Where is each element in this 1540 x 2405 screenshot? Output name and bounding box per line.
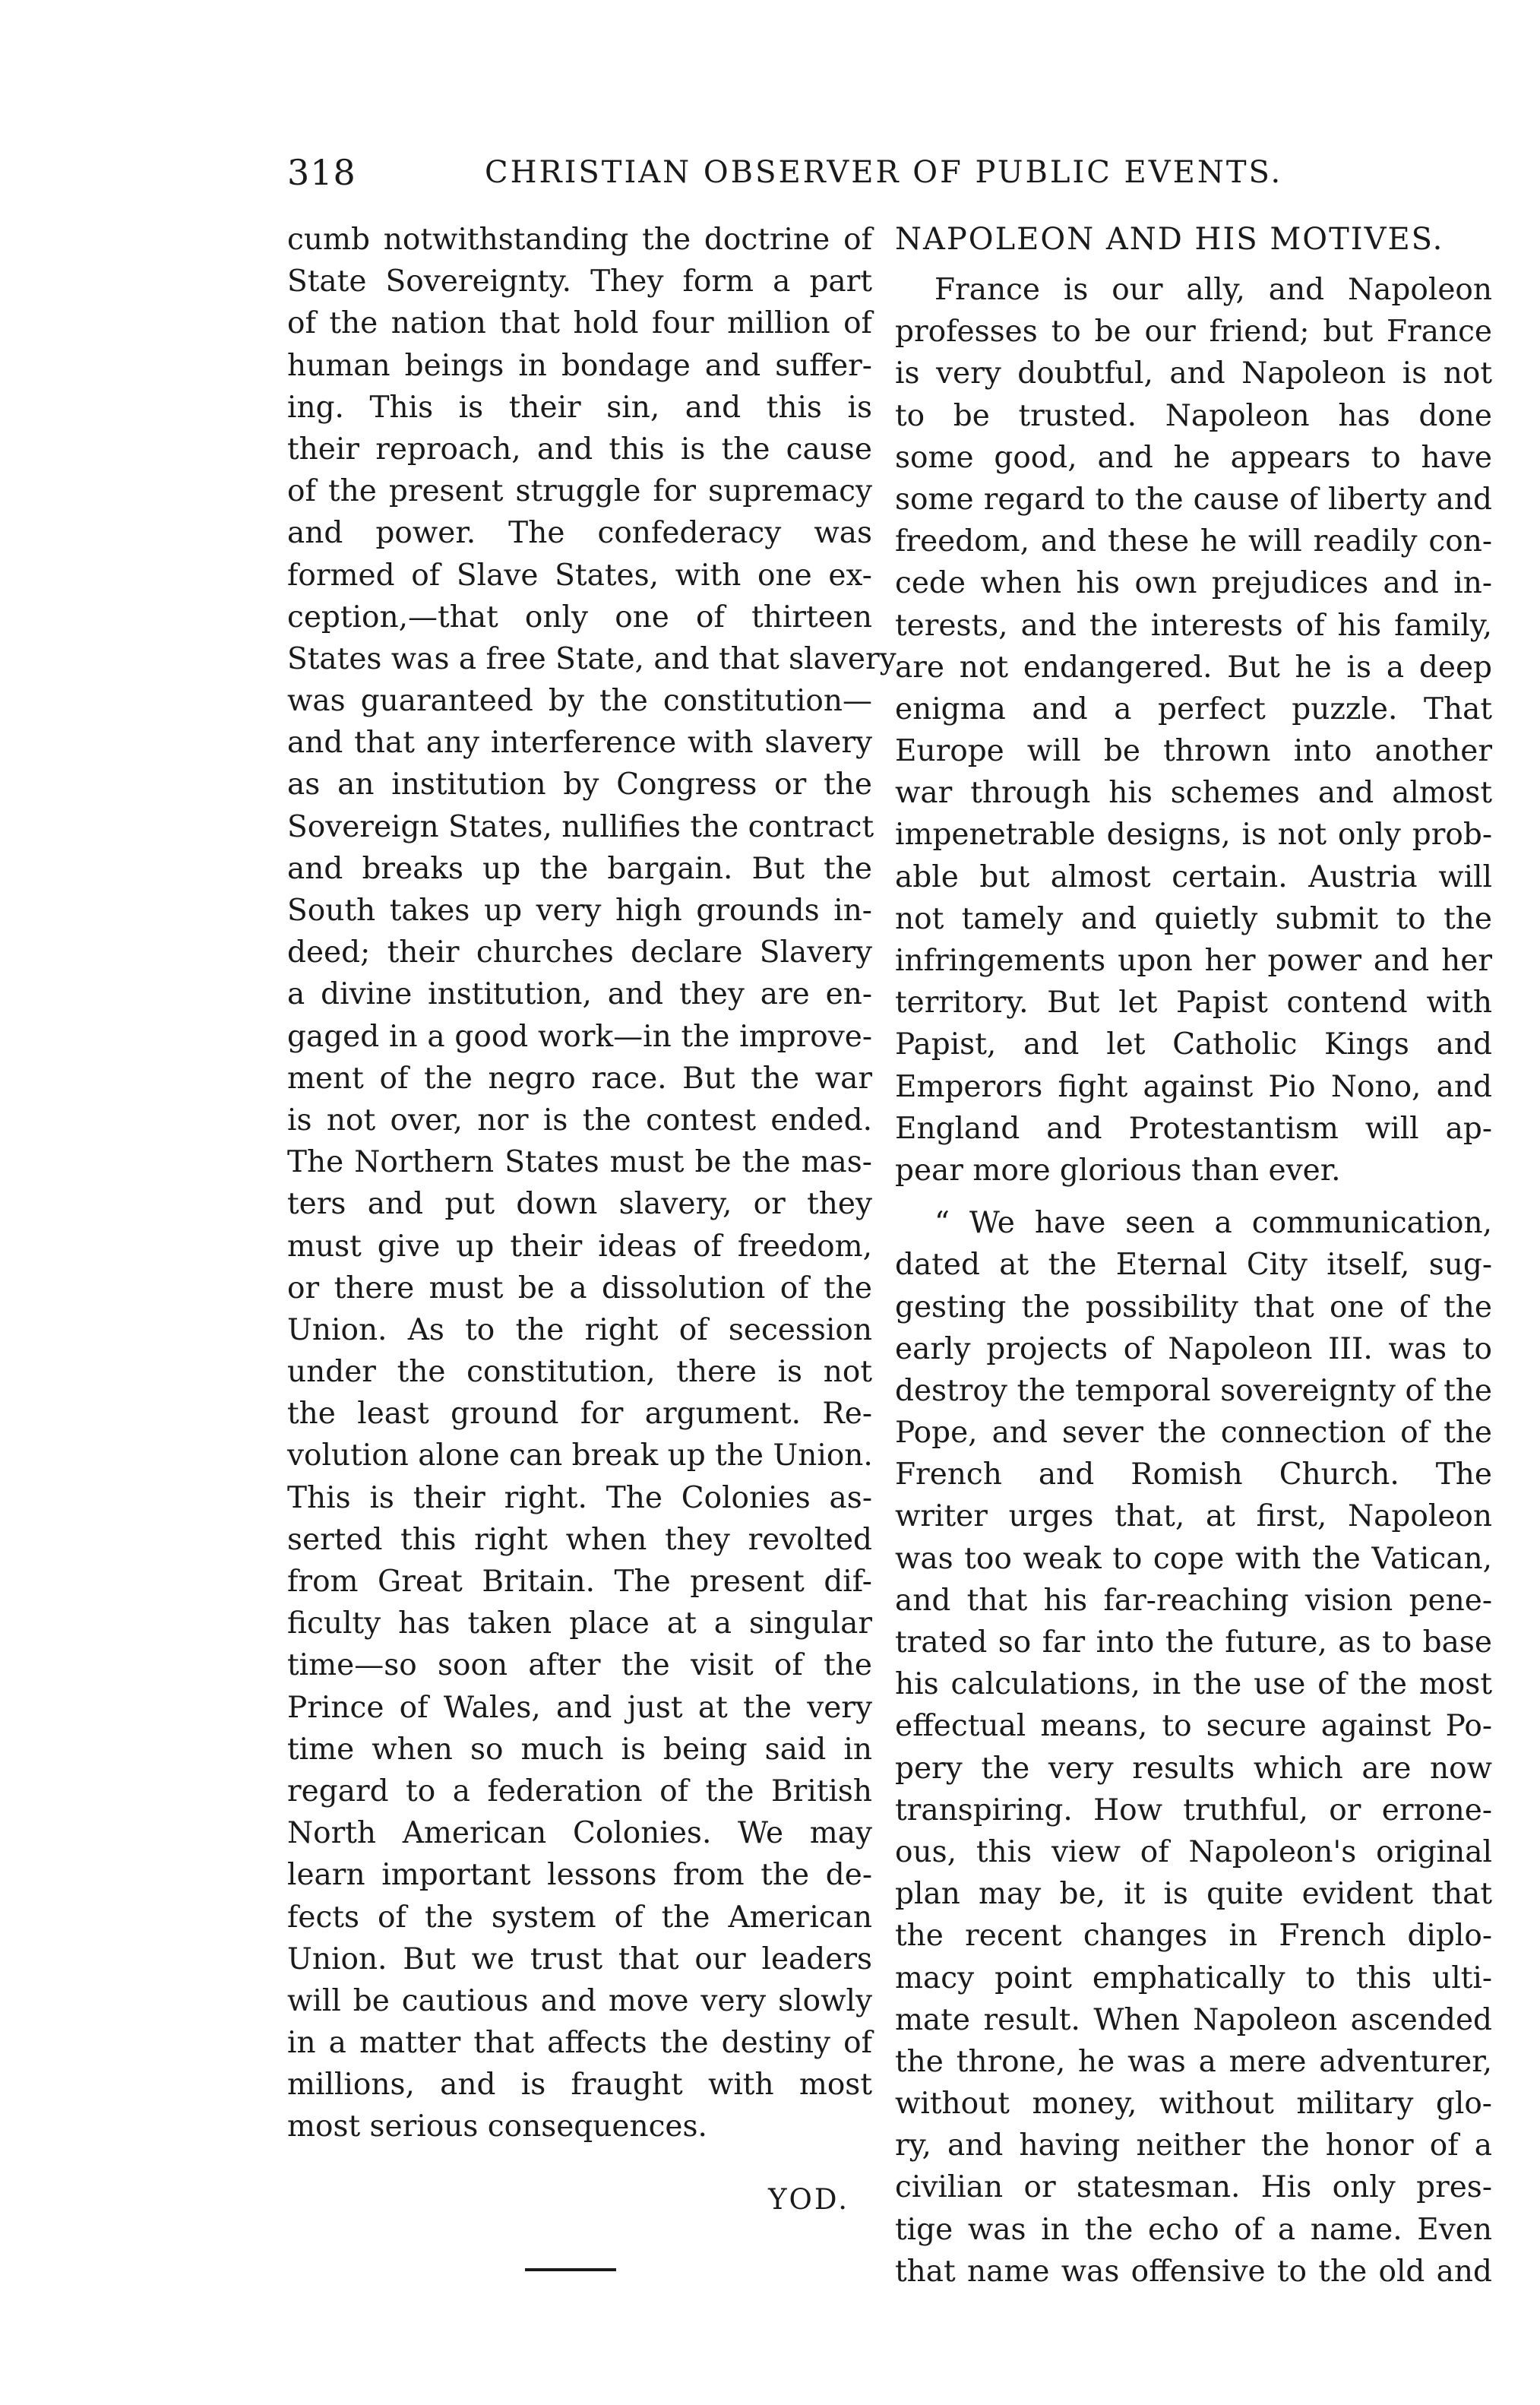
text-line: not tamely and quietly submit to the — [895, 901, 1492, 936]
text-line: was too weak to cope with the Vatican, — [895, 1541, 1492, 1576]
text-line: the least ground for argument. Re- — [287, 1397, 872, 1432]
text-line: ing. This is their sin, and this is — [287, 390, 872, 425]
text-line: the throne, he was a mere adventurer, — [895, 2044, 1492, 2079]
text-line: Pope, and sever the connection of the — [895, 1416, 1492, 1451]
text-line: terests, and the interests of his family, — [895, 608, 1492, 643]
text-line: ficulty has taken place at a singular — [287, 1606, 872, 1641]
text-line: cede when his own prejudices and in- — [895, 566, 1492, 601]
text-line: his calculations, in the use of the most — [895, 1667, 1492, 1702]
text-line: will be cautious and move very slowly — [287, 1983, 872, 2018]
text-line: formed of Slave States, with one ex- — [287, 558, 872, 593]
text-line: a divine institution, and they are en- — [287, 977, 872, 1012]
text-line: South takes up very high grounds in- — [287, 894, 872, 928]
text-line: serted this right when they revolted — [287, 1522, 872, 1557]
text-line: volution alone can break up the Union. — [287, 1438, 873, 1473]
text-line: time when so much is being said in — [287, 1732, 872, 1767]
text-line: ry, and having neither the honor of a — [895, 2128, 1492, 2163]
text-line: able but almost certain. Austria will — [895, 859, 1492, 894]
text-line: macy point emphatically to this ulti- — [895, 1960, 1492, 1995]
text-line: millions, and is fraught with most — [287, 2068, 872, 2103]
text-line: most serious consequences. — [287, 2109, 707, 2144]
text-line: civilian or statesman. His only pres- — [895, 2170, 1492, 2205]
text-line: “ We have seen a communication, — [934, 1206, 1492, 1241]
text-line: or there must be a dissolution of the — [287, 1271, 872, 1305]
text-line: learn important lessons from the de- — [287, 1858, 872, 1893]
text-line: Papist, and let Catholic Kings and — [895, 1027, 1492, 1062]
text-line: This is their right. The Colonies as- — [287, 1480, 872, 1515]
text-line: pery the very results which are now — [895, 1751, 1492, 1786]
text-line: early projects of Napoleon III. was to — [895, 1331, 1492, 1366]
text-line: human beings in bondage and suffer- — [287, 348, 872, 383]
text-line: Prince of Wales, and just at the very — [287, 1690, 872, 1725]
text-line: deed; their churches declare Slavery — [287, 935, 872, 970]
running-title: CHRISTIAN OBSERVER OF PUBLIC EVENTS. — [485, 155, 1283, 190]
section-divider-rule — [525, 2268, 616, 2271]
text-line: ters and put down slavery, or they — [287, 1187, 872, 1222]
text-line: that name was offensive to the old and — [895, 2254, 1492, 2289]
text-line: impenetrable designs, is not only prob- — [895, 818, 1492, 853]
text-line: ception,—that only one of thirteen — [287, 600, 872, 634]
text-line: transpiring. How truthful, or errone- — [895, 1793, 1492, 1827]
text-line: The Northern States must be the mas- — [287, 1145, 872, 1180]
text-line: ment of the negro race. But the war — [287, 1061, 872, 1096]
section-heading: NAPOLEON AND HIS MOTIVES. — [895, 222, 1444, 257]
right-column — [895, 219, 1492, 2293]
text-line: the recent changes in French diplo- — [895, 1919, 1492, 1954]
text-line: war through his schemes and almost — [895, 776, 1492, 811]
text-line: of the nation that hold four million of — [287, 306, 872, 341]
text-line: and that his far-reaching vision pene- — [895, 1583, 1492, 1618]
text-line: Union. As to the right of secession — [287, 1312, 872, 1347]
text-line: was guaranteed by the constitution— — [287, 684, 872, 719]
text-line: mate result. When Napoleon ascended — [895, 2002, 1492, 2037]
text-line: as an institution by Congress or the — [287, 767, 872, 802]
text-line: to be trusted. Napoleon has done — [895, 398, 1492, 433]
text-line: France is our ally, and Napoleon — [934, 273, 1492, 307]
text-line: trated so far into the future, as to base — [895, 1625, 1492, 1660]
text-line: is very doubtful, and Napoleon is not — [895, 356, 1492, 391]
text-line: must give up their ideas of freedom, — [287, 1229, 872, 1264]
text-line: time—so soon after the visit of the — [287, 1648, 872, 1683]
text-line: gaged in a good work—in the improve- — [287, 1019, 872, 1054]
text-line: Sovereign States, nullifies the contract — [287, 809, 874, 844]
text-line: destroy the temporal sovereignty of the — [895, 1373, 1492, 1408]
text-line: England and Protestantism will ap- — [895, 1111, 1492, 1146]
left-column — [287, 219, 896, 2271]
text-line: pear more glorious than ever. — [895, 1153, 1341, 1188]
text-line: fects of the system of the American — [287, 1900, 872, 1935]
text-line: some regard to the cause of liberty and — [895, 482, 1492, 517]
text-line: Europe will be thrown into another — [895, 734, 1492, 769]
text-line: writer urges that, at first, Napoleon — [895, 1499, 1492, 1534]
text-line: without money, without military glo- — [895, 2087, 1492, 2122]
text-line: are not endangered. But he is a deep — [895, 650, 1492, 685]
text-line: Emperors fight against Pio Nono, and — [895, 1069, 1492, 1104]
text-line: cumb notwithstanding the doctrine of — [287, 223, 872, 257]
text-line: under the constitution, there is not — [287, 1355, 872, 1390]
text-line: their reproach, and this is the cause — [287, 432, 872, 467]
author-signature: YOD. — [768, 2182, 849, 2216]
text-line: effectual means, to secure against Po- — [895, 1709, 1492, 1744]
text-line: and power. The confederacy was — [287, 516, 872, 551]
page-header — [287, 152, 1503, 198]
text-line: some good, and he appears to have — [895, 440, 1492, 475]
text-line: gesting the possibility that one of the — [895, 1290, 1492, 1324]
text-line: State Sovereignty. They form a part — [287, 264, 872, 299]
text-line: territory. But let Papist contend with — [895, 986, 1492, 1021]
text-line: North American Colonies. We may — [287, 1816, 872, 1851]
text-line: in a matter that affects the destiny of — [287, 2026, 872, 2061]
text-line: professes to be our friend; but France — [895, 315, 1492, 350]
text-line: dated at the Eternal City itself, sug- — [895, 1248, 1492, 1283]
text-line: freedom, and these he will readily con- — [895, 524, 1492, 559]
text-line: ous, this view of Napoleon's original — [895, 1834, 1492, 1869]
text-line: of the present struggle for supremacy — [287, 474, 872, 509]
text-line: enigma and a perfect puzzle. That — [895, 691, 1492, 726]
text-line: plan may be, it is quite evident that — [895, 1877, 1492, 1912]
text-line: is not over, nor is the contest ended. — [287, 1103, 872, 1138]
text-line: Union. But we trust that our leaders — [287, 1941, 872, 1976]
paragraph-gap — [895, 1191, 1492, 1202]
text-line: and that any interference with slavery — [287, 726, 872, 761]
text-line: tige was in the echo of a name. Even — [895, 2212, 1492, 2247]
text-line: from Great Britain. The present dif- — [287, 1565, 872, 1599]
text-line: States was a free State, and that slavery — [287, 641, 896, 676]
text-line: French and Romish Church. The — [895, 1457, 1492, 1492]
page-number: 318 — [287, 152, 356, 193]
text-line: and breaks up the bargain. But the — [287, 851, 872, 886]
text-line: infringements upon her power and her — [895, 944, 1492, 978]
text-line: regard to a federation of the British — [287, 1774, 872, 1808]
